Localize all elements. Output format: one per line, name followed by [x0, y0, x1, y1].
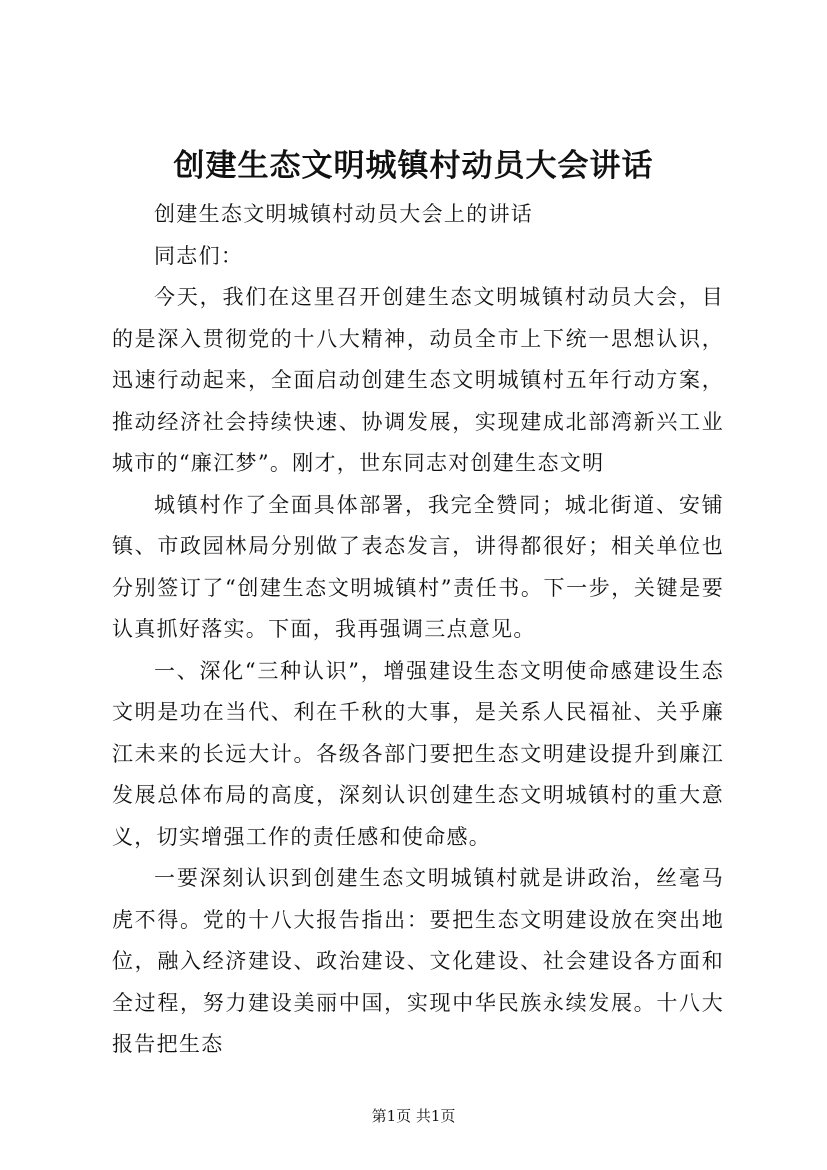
paragraph-salutation: 同志们：: [154, 243, 244, 268]
document-body: [112, 194, 724, 1066]
paragraph-point-one: 一、深化“三种认识”，增强建设生态文明使命感建设生态文明是功在当代、利在千秋的大事，是关系人民福祉、关乎廉江未来的长远大计。各级各部门要把生态文明建设提升到廉江发展总体布局的高度，深刻认识创建生态文明城镇村的重大意义，切实增强工作的责任感和使命感。: [112, 658, 724, 849]
paragraph-continuation: 城镇村作了全面具体部署，我完全赞同；城北街道、安铺镇、市政园林局分别做了表态发言，讲得都很好；相关单位也分别签订了“创建生态文明城镇村”责任书。下一步，关键是要认真抓好落实。下面，我再强调三点意见。: [112, 492, 724, 641]
document-title: 创建生态文明城镇村动员大会讲话: [173, 148, 654, 184]
paragraph-subtitle: 创建生态文明城镇村动员大会上的讲话: [154, 202, 534, 226]
paragraph-opening: 今天，我们在这里召开创建生态文明城镇村动员大会，目的是深入贯彻党的十八大精神，动员全市上下统一思想认识，迅速行动起来，全面启动创建生态文明城镇村五年行动方案，推动经济社会持续快速、协调发展，实现建成北部湾新兴工业城市的“廉江梦”。刚才，世东同志对创建生态文明: [112, 285, 724, 475]
paragraph-point-one-detail: 一要深刻认识到创建生态文明城镇村就是讲政治，丝毫马虎不得。党的十八大报告指出：要把生态文明建设放在突出地位，融入经济建设、政治建设、文化建设、社会建设各方面和全过程，努力建设美丽中国，实现中华民族永续发展。十八大报告把生态: [112, 866, 724, 1056]
page-footer: 第1页 共1页: [371, 1107, 456, 1125]
